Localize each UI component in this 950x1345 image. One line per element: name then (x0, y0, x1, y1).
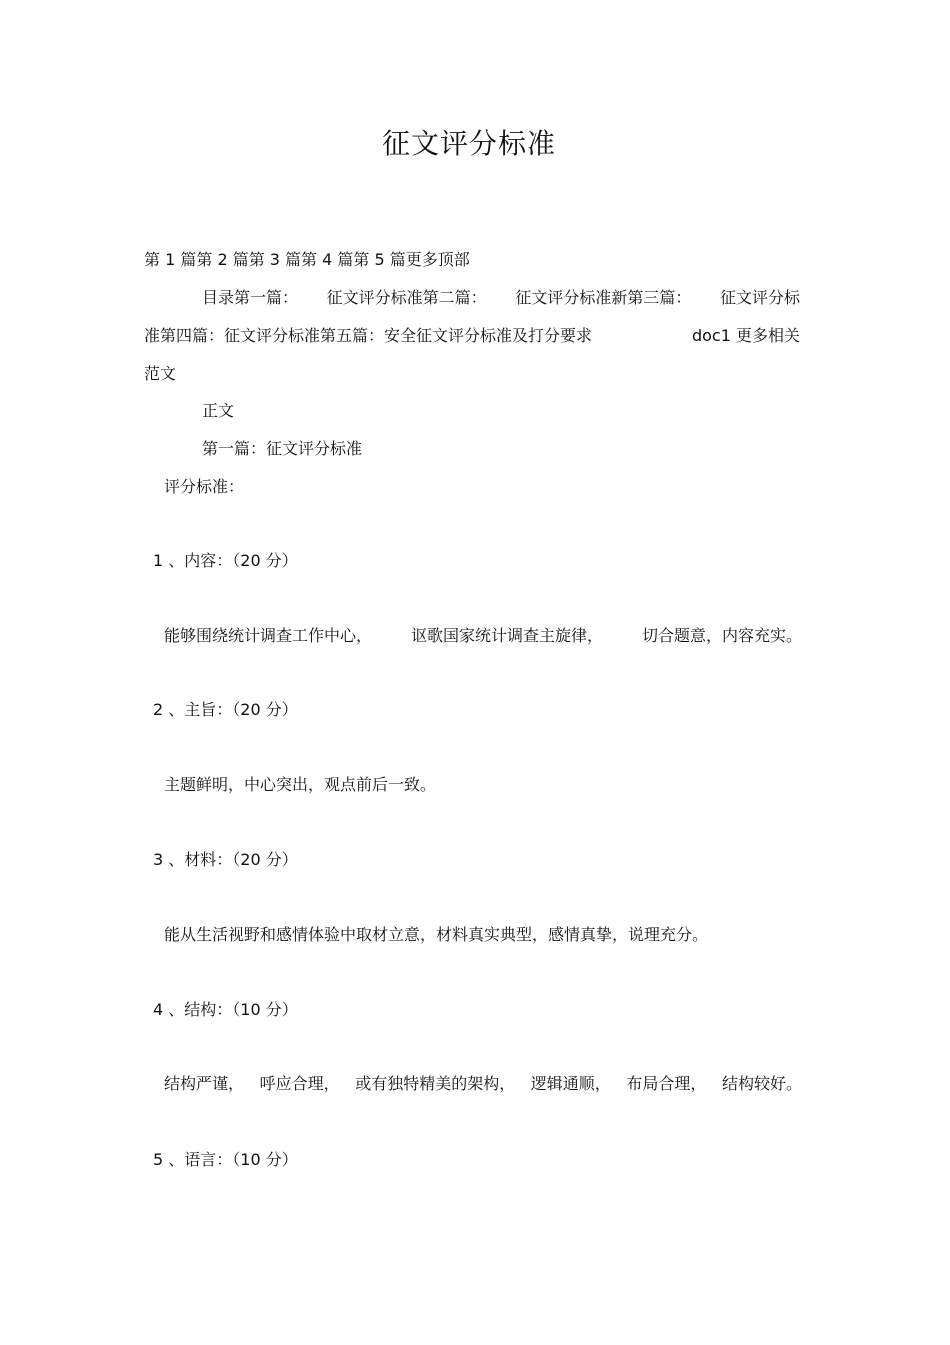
criterion-heading: 5 、语言：（10 分） (153, 1150, 298, 1169)
criterion-heading: 1 、内容：（20 分） (153, 551, 298, 570)
description-part: 或有独特精美的架构， (355, 1074, 516, 1093)
criteria-label: 评分标准： (164, 477, 245, 496)
nav-links[interactable]: 第 1 篇第 2 篇第 3 篇第 4 篇第 5 篇更多顶部 (144, 250, 470, 269)
description-part: 结构严谨， (164, 1074, 245, 1093)
document-title: 征文评分标准 (381, 127, 556, 160)
toc-item[interactable]: doc1 更多相关 (691, 326, 800, 345)
criterion-heading: 3 、材料：（20 分） (153, 850, 298, 869)
criterion-heading: 4 、结构：（10 分） (153, 1000, 298, 1019)
description-part: 讴歌国家统计调查主旋律， (410, 626, 603, 645)
toc-item[interactable]: 目录第一篇： (202, 288, 299, 307)
body-heading: 正文 (202, 401, 235, 420)
description-part: 切合题意，内容充实。 (641, 626, 802, 645)
criterion-description (164, 1072, 802, 1096)
toc-item[interactable]: 征文评分标准新第三篇： (515, 288, 692, 307)
toc-item[interactable]: 征文评分标 (719, 288, 800, 307)
criterion-description: 主题鲜明，中心突出，观点前后一致。 (164, 775, 437, 794)
description-part: 呼应合理， (259, 1074, 340, 1093)
description-part: 结构较好。 (721, 1074, 802, 1093)
description-part: 布局合理， (626, 1074, 707, 1093)
description-part: 能够围绕统计调查工作中心， (164, 626, 373, 645)
criterion-description: 能从生活视野和感情体验中取材立意，材料真实典型，感情真挚，说理充分。 (164, 925, 709, 944)
toc-line-1 (202, 286, 800, 310)
description-part: 逻辑通顺， (530, 1074, 611, 1093)
criterion-description (164, 624, 802, 648)
toc-item[interactable]: 征文评分标准第二篇： (326, 288, 487, 307)
toc-line-3[interactable]: 范文 (144, 364, 177, 383)
chapter-heading: 第一篇：征文评分标准 (202, 439, 363, 458)
toc-item[interactable]: 准第四篇：征文评分标准第五篇：安全征文评分标准及打分要求 (144, 326, 593, 345)
criterion-heading: 2 、主旨：（20 分） (153, 700, 298, 719)
toc-line-2 (144, 324, 800, 348)
